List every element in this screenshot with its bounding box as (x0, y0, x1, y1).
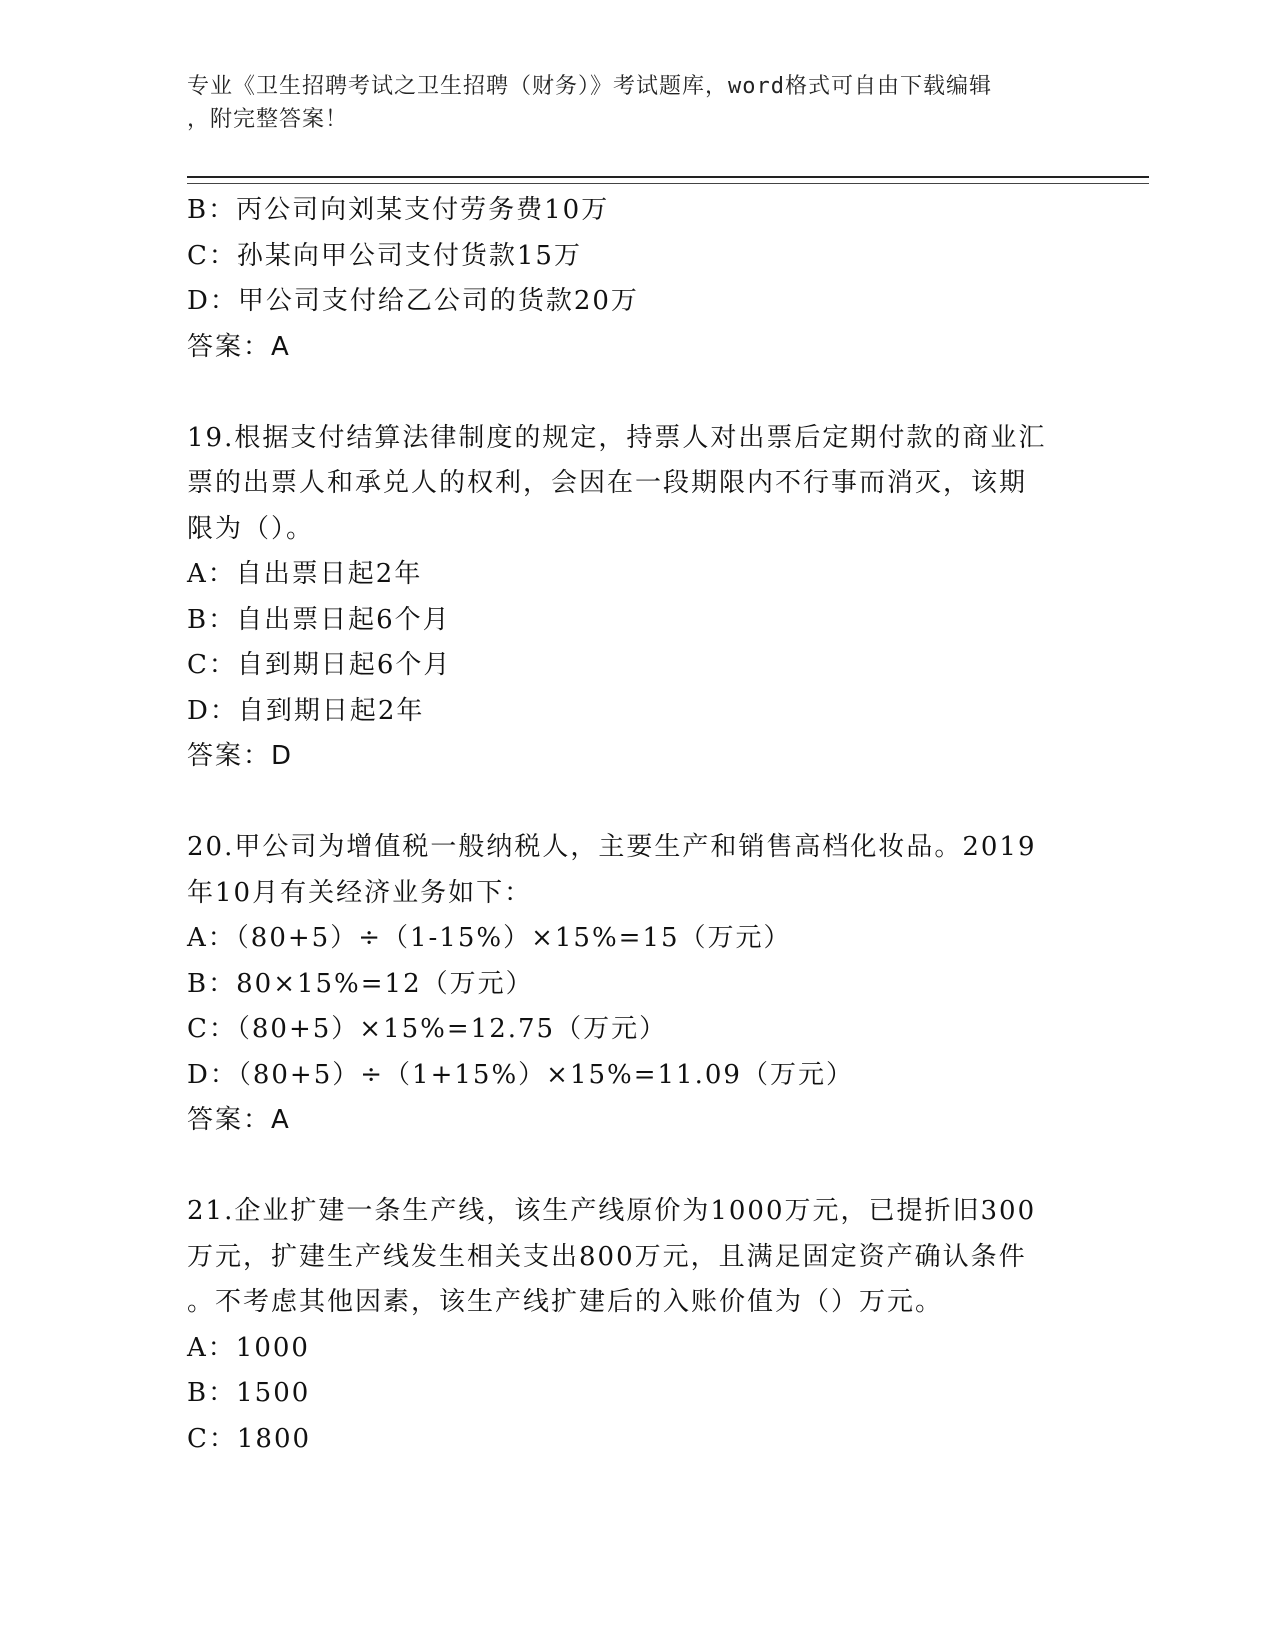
option-a: A：1000 (187, 1332, 310, 1363)
question-stem-line: 21.企业扩建一条生产线，该生产线原价为1000万元，已提折旧300 (187, 1196, 1037, 1226)
question-list (187, 188, 1087, 1462)
header-line-1: 专业《卫生招聘考试之卫生招聘（财务）》考试题库，word格式可自由下载编辑 (187, 74, 992, 99)
option-a: A：（80+5）÷（1-15%）×15%=15（万元） (187, 923, 792, 953)
question-18-tail (187, 188, 1087, 370)
option-b: B：80×15%=12（万元） (187, 968, 534, 999)
option-d: D：（80+5）÷（1+15%）×15%=11.09（万元） (187, 1059, 854, 1090)
option-b: B：1500 (187, 1378, 311, 1408)
option-c: C：自到期日起6个月 (187, 650, 452, 680)
question-stem-line: 20.甲公司为增值税一般纳税人，主要生产和销售高档化妆品。2019 (187, 832, 1037, 862)
question-20 (187, 825, 1087, 1144)
spacer (187, 780, 1087, 826)
question-stem-line: 年10月有关经济业务如下： (187, 877, 533, 908)
answer-line: 答案：D (187, 741, 294, 771)
header-divider-thick (187, 176, 1149, 178)
header-divider-thin (187, 183, 1149, 184)
spacer (187, 370, 1087, 416)
question-stem-line: 票的出票人和承兑人的权利，会因在一段期限内不行事而消灭，该期 (187, 468, 1028, 498)
question-19 (187, 416, 1087, 780)
option-b: B：丙公司向刘某支付劳务费10万 (187, 195, 610, 225)
answer-line: 答案：A (187, 1105, 291, 1135)
option-d: D：甲公司支付给乙公司的货款20万 (187, 286, 639, 316)
answer-line: 答案：A (187, 331, 291, 362)
question-stem-line: 19.根据支付结算法律制度的规定，持票人对出票后定期付款的商业汇 (187, 422, 1047, 453)
option-c: C：孙某向甲公司支付货款15万 (187, 240, 582, 271)
question-stem-line: 。不考虑其他因素，该生产线扩建后的入账价值为（）万元。 (187, 1287, 944, 1317)
question-stem-line: 万元，扩建生产线发生相关支出800万元，且满足固定资产确认条件 (187, 1241, 1027, 1272)
option-a: A：自出票日起2年 (187, 559, 423, 589)
spacer (187, 1144, 1087, 1190)
option-d: D：自到期日起2年 (187, 695, 425, 726)
option-c: C：1800 (187, 1423, 312, 1454)
question-21 (187, 1189, 1087, 1462)
question-stem-line: 限为（）。 (187, 513, 315, 544)
option-b: B：自出票日起6个月 (187, 604, 451, 635)
header-line-2: ，附完整答案！ (187, 107, 349, 132)
option-c: C：（80+5）×15%=12.75（万元） (187, 1014, 668, 1044)
document-header (187, 70, 1067, 136)
